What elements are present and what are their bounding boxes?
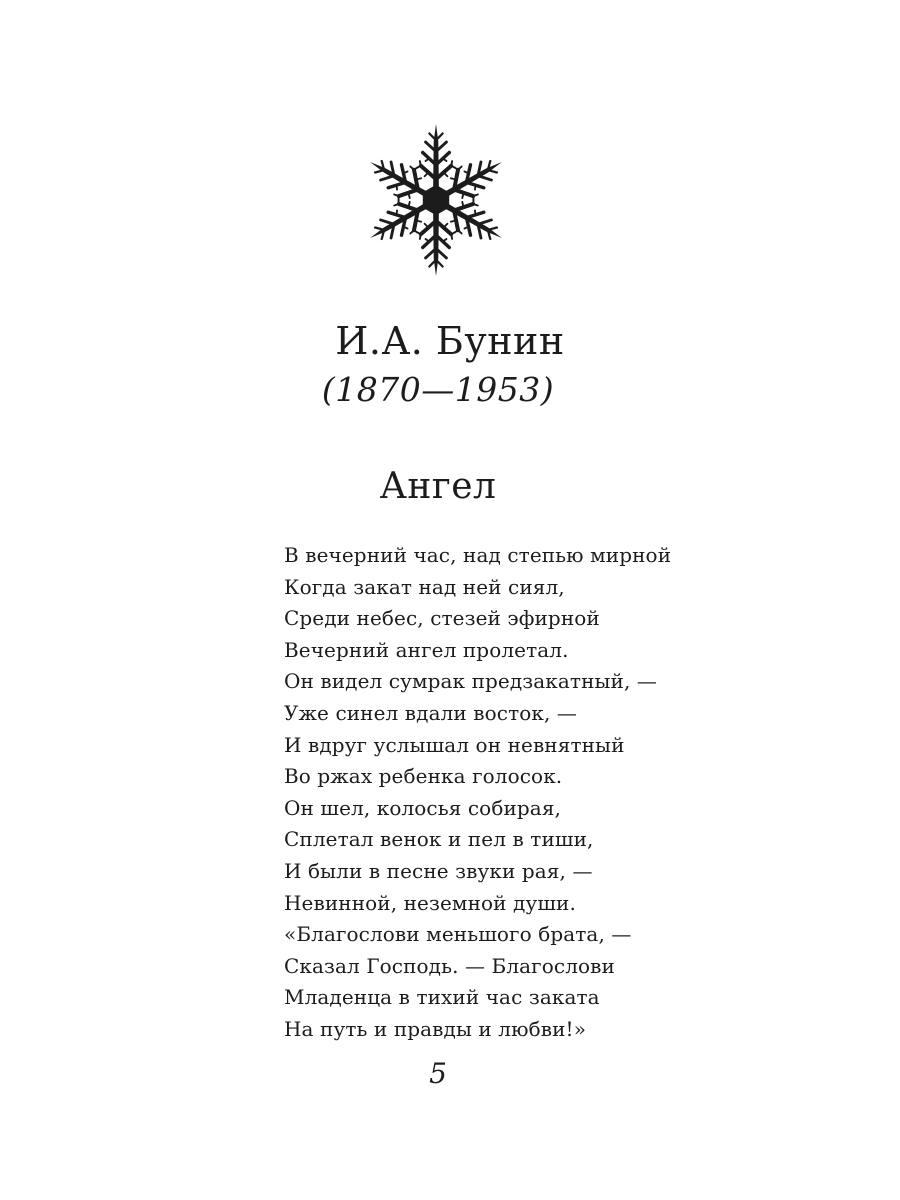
snowflake-icon [360, 114, 512, 286]
poem-line: Он видел сумрак предзакатный, — [284, 669, 657, 694]
poem-line: Вечерний ангел пролетал. [284, 637, 569, 662]
poem-text [284, 540, 671, 1046]
poem-line: Сплетал венок и пел в тиши, [284, 827, 594, 852]
poem-line: И были в песне звуки рая, — [284, 858, 593, 883]
poem-line: Когда закат над ней сиял, [284, 574, 565, 599]
poem-line: Младенца в тихий час заката [284, 985, 600, 1010]
poem-line: В вечерний час, над степью мирной [284, 543, 672, 567]
poem-line: Среди небес, стезей эфирной [284, 606, 600, 631]
author-years: (1870—1953) [321, 370, 555, 409]
page-number: 5 [429, 1057, 447, 1090]
poem-line: И вдруг услышал он невнятный [284, 732, 625, 757]
poem-line: «Благослови меньшого брата, — [284, 922, 632, 947]
author-name: И.А. Бунин [335, 319, 565, 363]
poem-line: Во ржах ребенка голосок. [284, 764, 563, 789]
poem-line: Уже синел вдали восток, — [284, 700, 578, 725]
poem-line: Сказал Господь. — Благослови [284, 953, 615, 978]
poem-title: Ангел [379, 466, 497, 507]
poem-line: На путь и правды и любви!» [284, 1016, 587, 1041]
poem-line: Он шел, колосья собирая, [284, 795, 561, 820]
poem-line: Невинной, неземной души. [284, 890, 576, 915]
